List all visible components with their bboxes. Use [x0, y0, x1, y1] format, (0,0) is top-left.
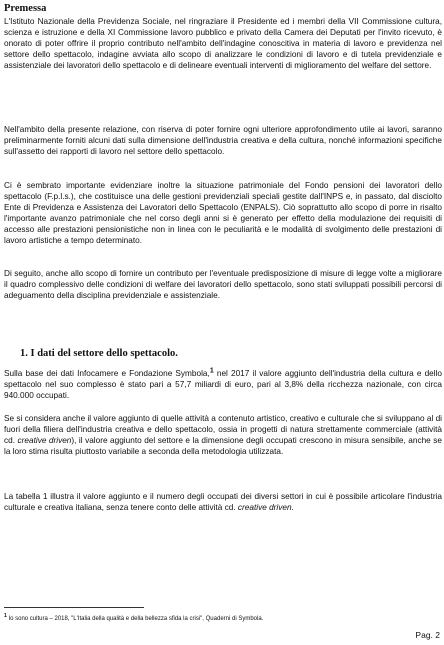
page-number: Pag. 2: [415, 630, 440, 640]
section-paragraph-2-text-b: ), il valore aggiunto del settore e la dimensione degli occupati crescono in misura sensibile, anche se la loro stima risulta piuttosto variabile a seconda della metodologia utilizzata.: [4, 436, 442, 456]
paragraph-1: L'Istituto Nazionale della Previdenza Sociale, nel ringraziare il Presidente ed i membri della VII Commissione cultura, scienza e istruzione e della XI Commissione lavoro pubblico e privato della Camera dei Deputati per l'invito ricevuto, è onorato di poter offrire il proprio contributo nell'ambito dell'indagine conoscitiva in materia di lavoro e previdenza nel settore dello spettacolo, indagine avviata allo scopo di analizzare le condizioni di lavoro e di tutela previdenziale e assistenziale dei lavoratori dello spettacolo e di delineare eventuali interventi di miglioramento del welfare del settore.: [4, 17, 442, 70]
section-paragraph-3: [4, 491, 442, 513]
section-paragraph-3-text-b: .: [291, 503, 294, 512]
section-paragraph-1-text-a: Sulla base dei dati Infocamere e Fondazione Symbola,: [4, 369, 210, 378]
section-paragraph-3-emphasis: creative driven: [237, 503, 292, 512]
section-paragraph-2-text-a: Se si considera anche il valore aggiunto di quelle attività a contenuto artistico, creativo e culturale che si sviluppano al di fuori della filiera dell'industria creativa e dello spettacolo, ossia in progetti di natura strettamente commerciale (attività cd.: [4, 414, 442, 445]
footnote-reference: 1: [209, 367, 214, 375]
paragraph-4: Di seguito, anche allo scopo di fornire un contributo per l'eventuale predisposizione di misure di legge volte a migliorare il quadro complessivo delle condizioni di welfare dei lavoratori dello spettacolo, sono stati sviluppati possibili percorsi di adeguamento della disciplina previdenziale e assistenziale.: [4, 269, 442, 300]
section-title: 1. I dati del settore dello spettacolo.: [20, 348, 178, 359]
footnote-text: Io sono cultura – 2018, "L'Italia della qualità e della bellezza sfida la crisi", Quaderni di Symbola.: [6, 616, 264, 622]
section-paragraph-1-text-b: nel 2017 il valore aggiunto dell'industria della cultura e dello spettacolo nel suo complesso è stato pari a 57,7 miliardi di euro, pari al 3,8% della ricchezza nazionale, con circa 940.000 occupati.: [4, 369, 442, 400]
footnote-separator: [4, 607, 144, 608]
paragraph-2: Nell'ambito della presente relazione, con riserva di poter fornire ogni ulteriore approfondimento utile ai lavori, saranno preliminarmente forniti alcuni dati sulla dimensione dell'industria creativa e della cultura, nonché informazioni specifiche sull'assetto dei rapporti di lavoro nel settore dello spettacolo.: [4, 125, 442, 156]
paragraph-3: Ci è sembrato importante evidenziare inoltre la situazione patrimoniale del Fondo pensioni dei lavoratori dello spettacolo (F.p.l.s.), che costituisce una delle gestioni previdenziali speciali gestite dall'INPS e, in passato, dal disciolto Ente di Previdenza e Assistenza dei Lavoratori dello Spettacolo (ENPALS). Ciò soprattutto allo scopo di porre in risalto l'importante avanzo patrimoniale che nel corso degli anni si è generato per effetto della modulazione dei requisiti di accesso alle prestazioni pensionistiche non in linea con le peculiarità e le modalità di svolgimento delle prestazioni di lavoro artistiche a tempo determinato.: [4, 181, 442, 245]
heading-premessa: Premessa: [4, 3, 47, 14]
footnote-number: 1: [4, 613, 7, 619]
footnote: [4, 612, 263, 623]
section-paragraph-2-emphasis: creative driven: [17, 436, 72, 445]
section-paragraph-1: [4, 368, 442, 401]
section-paragraph-3-text-a: La tabella 1 illustra il valore aggiunto e il numero degli occupati dei diversi settori in cui è possibile articolare l'industria culturale e creativa italiana, senza tenere conto delle attività cd.: [4, 492, 442, 512]
section-paragraph-2: [4, 413, 442, 457]
